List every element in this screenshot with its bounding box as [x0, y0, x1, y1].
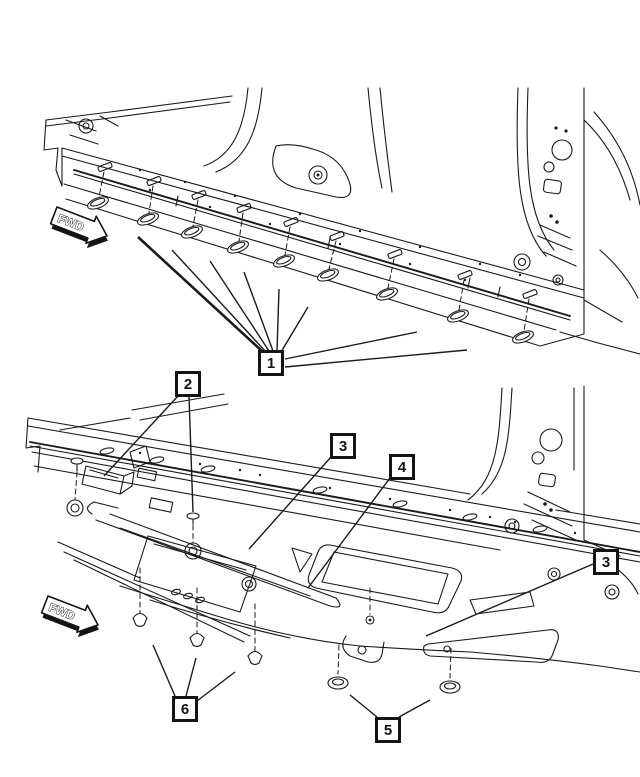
callout-6: [172, 696, 198, 722]
fwd-label-top: FWD: [55, 212, 86, 235]
callout-4: [389, 454, 415, 480]
fwd-arrow-bottom: [38, 591, 106, 643]
callout-2: [175, 371, 201, 397]
fwd-label-bottom: FWD: [46, 601, 77, 624]
callout-2-label: 2: [183, 375, 193, 393]
callout-5-label: 5: [383, 721, 393, 739]
callout-5: [375, 717, 401, 743]
underbody-fasteners: [67, 458, 460, 693]
callout-1-label: 1: [266, 354, 276, 372]
callout-1: [258, 350, 284, 376]
side-view-art: [44, 88, 640, 367]
fwd-arrow-top: [47, 202, 115, 254]
callout-6-label: 6: [180, 700, 190, 718]
callout-3a-label: 3: [338, 437, 348, 455]
sill-plugs: [86, 194, 535, 345]
callout-3b-label: 3: [601, 553, 611, 571]
callout-4-label: 4: [397, 458, 407, 476]
callout-3b: [593, 549, 619, 575]
callout-1-leaders: [138, 237, 467, 367]
callout-3a: [330, 433, 356, 459]
